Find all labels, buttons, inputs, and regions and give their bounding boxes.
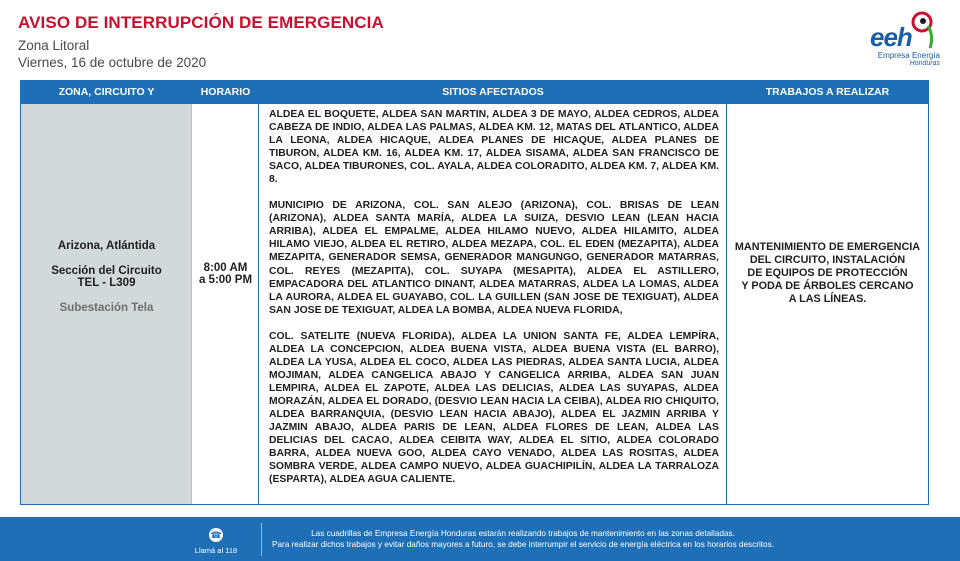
works-line: A LAS LÍNEAS. (788, 293, 867, 305)
header-zone: ZONA, CIRCUITO Y (58, 86, 155, 98)
outage-table (20, 80, 929, 505)
header-sites: SITIOS AFECTADOS (442, 86, 544, 98)
footer-bar (0, 517, 960, 561)
hours-value (192, 262, 259, 286)
footer-notice (258, 528, 788, 550)
footer-line: Las cuadrillas de Empresa Energía Honduras estarán realizando trabajos de mantenimiento en las zonas detalladas. (311, 529, 735, 538)
company-logo (870, 6, 940, 72)
hours-end: a 5:00 PM (198, 274, 253, 286)
table-header (21, 81, 928, 104)
logo-country: Honduras (909, 60, 940, 67)
zone-subtitle: Zona Litoral (18, 38, 90, 53)
page-title: AVISO DE INTERRUPCIÓN DE EMERGENCIA (18, 13, 384, 32)
page-header (0, 0, 960, 80)
hours-start: 8:00 AM (203, 262, 248, 274)
works-line: DE EQUIPOS DE PROTECCIÓN (747, 267, 908, 279)
header-works: TRABAJOS A REALIZAR (765, 86, 890, 98)
phone-icon: ☎ (210, 530, 222, 540)
logo-text: eeh (870, 22, 912, 52)
sites-list (269, 108, 719, 499)
footer-line: Para realizar dichos trabajos y evitar daños mayores a futuro, se debe interrumpir el servicio de energía eléctrica en los horarios descritos. (272, 540, 774, 549)
works-line: DEL CIRCUITO, INSTALACIÓN (749, 254, 906, 266)
substation-name: Subestación Tela (59, 302, 154, 314)
sites-paragraph: ALDEA EL BOQUETE, ALDEA SAN MARTIN, ALDEA 3 DE MAYO, ALDEA CEDROS, ALDEA CABEZA DE INDIO, ALDEA LAS PALMAS, ALDEA KM. 12, MATAS DEL ATLANTICO, ALDEA LA LEONA, ALDEA HICAQUE, ALDEA PLANES DE HICAQUE, ALDEA PLANES DE TIBURON, ALDEA KM. 16, ALDEA KM. 17, ALDEA SISAMA, ALDEA SAN FRANCISCO DE SACO, ALDEA TIBURONES, COL. AYALA, ALDEA COLORADITO, ALDEA KM. 7, ALDEA KM. 8. (269, 109, 719, 186)
works-line: MANTENIMIENTO DE EMERGENCIA (734, 241, 921, 253)
works-description (731, 241, 924, 306)
circuit-label: Sección del Circuito (51, 265, 162, 277)
sites-paragraph: MUNICIPIO DE ARIZONA, COL. SAN ALEJO (ARIZONA), COL. BRISAS DE LEAN (ARIZONA), ALDEA SANTA MARÍA, ALDEA LA SUIZA, DESVIO LEAN (LEAN HACIA ARRIBA), ALDEA EL EMPALME, ALDEA HILAMO NUEVO, ALDEA HILAMITO, ALDEA HILAMO VIEJO, ALDEA EL RETIRO, ALDEA MEZAPA, COL. EL EDEN (MEZAPITA), ALDEA MEZAPITA, GENERADOR SEMSA, GENERADOR MANGUNGO, GENERADOR MATARRAS, COL. REYES (MEZAPITA), COL. SUYAPA (MESAPITA), ALDEA EL ASTILLERO, EMPACADORA DEL ATLANTICO DINANT, ALDEA MATARRAS, ALDEA LA LOMAS, ALDEA LA AURORA, ALDEA EL GUAYABO, COL. LA GUILLEN (SAN JOSE DE TEXIGUAT), ALDEA SAN JOSE DE TEXIGUAT, ALDEA LA BOMBA, ALDEA NUEVA FLORIDA, (269, 200, 719, 316)
zone-name: Arizona, Atlántida (57, 240, 156, 252)
circuit-info (21, 265, 192, 289)
phone-contact[interactable] (186, 525, 246, 555)
works-line: Y PODA DE ÁRBOLES CERCANO (741, 280, 914, 292)
sites-paragraph: COL. SATELITE (NUEVA FLORIDA), ALDEA LA UNION SANTA FE, ALDEA LEMPÍRA, ALDEA LA CONCEPCION, ALDEA BUENA VISTA, ALDEA BUENA VISTA (EL BARRO), ALDEA LA YUSA, ALDEA EL COCO, ALDEA LAS PIEDRAS, ALDEA SANTA LUCIA, ALDEA MOJIMAN, ALDEA CANGELICA ABAJO Y CANGELICA ARRIBA, ALDEA SAN JUAN LEMPIRA, ALDEA EL ZAPOTE, ALDEA LAS DELICIAS, ALDEA LAS SUYAPAS, ALDEA MORAZÁN, ALDEA EL DORADO, (DESVIO LEAN HACIA LA CEIBA), ALDEA RIO CHIQUITO, ALDEA BARRANQUIA, (DESVIO LEAN HACIA ABAJO), ALDEA EL JAZMIN ARRIBA Y JAZMIN ABAJO, ALDEA PARIS DE LEAN, ALDEA FLORES DE LEAN, ALDEA LAS DELICIAS DEL CACAO, ALDEA CEIBITA WAY, ALDEA EL SITIO, ALDEA COLORADO BARRA, ALDEA NUEVA GOO, ALDEA CAYO VENADO, ALDEA LAS ROSITAS, ALDEA SOMBRA VERDE, ALDEA CAMPO NUEVO, ALDEA GUACHIPILÍN, ALDEA LA TARRALOZA (ESPARTA), ALDEA AGUA CALIENTE. (269, 330, 719, 486)
sites-cell (259, 104, 727, 504)
circuit-code: TEL - L309 (77, 277, 136, 289)
date-subtitle: Viernes, 16 de octubre de 2020 (18, 55, 207, 70)
header-hours: HORARIO (200, 86, 251, 98)
logo-company: Empresa Energía (877, 51, 940, 60)
phone-label: Llamá al 118 (194, 546, 238, 555)
works-cell (727, 104, 928, 504)
zone-cell (21, 104, 192, 504)
hours-cell (192, 104, 259, 504)
